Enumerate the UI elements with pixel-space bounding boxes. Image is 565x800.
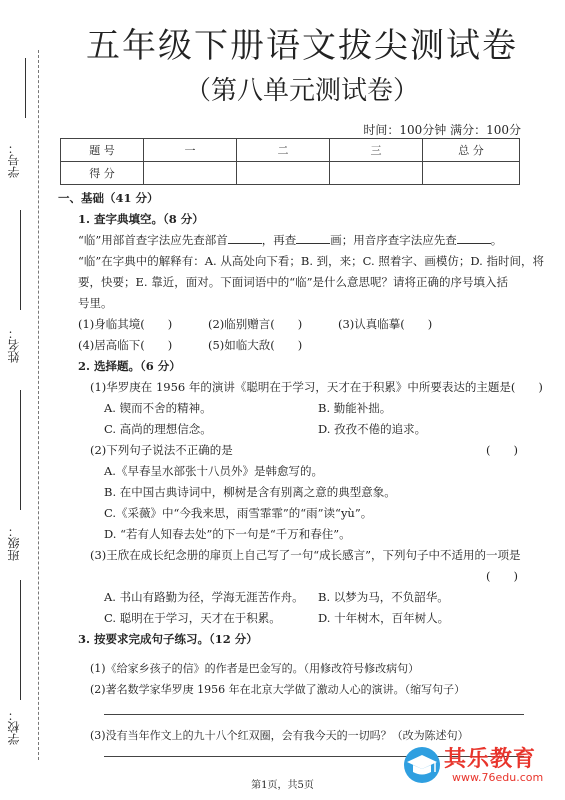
score-table-header-row: [61, 139, 520, 162]
word-item[interactable]: (2)临别赠言( ): [208, 317, 303, 331]
school-line: [20, 580, 21, 700]
exam-content: [58, 188, 544, 757]
option[interactable]: A.《早春呈水部张十八员外》是韩愈写的。: [104, 464, 323, 478]
answer-line[interactable]: [104, 700, 524, 715]
sub-question: (2)著名数学家华罗庚 1956 年在北京大学做了激动人心的演讲。（缩写句子）: [90, 683, 466, 696]
text-fragment: 。: [490, 233, 503, 247]
word-items-row: [62, 335, 532, 356]
option[interactable]: C. 高尚的理想信念。: [104, 422, 212, 436]
option[interactable]: A. 锲而不舍的精神。: [104, 401, 212, 415]
option[interactable]: D. 十年树木，百年树人。: [318, 611, 450, 625]
page-number: 第1页，共5页: [251, 780, 314, 791]
score-header-cell: 三: [330, 139, 423, 162]
option[interactable]: A. 书山有路勤为径，学海无涯苦作舟。: [104, 590, 304, 604]
student-id-label: 学号：: [7, 142, 21, 178]
brand-url: www.76edu.com: [452, 771, 544, 784]
word-item[interactable]: (1)身临其境( ): [78, 317, 173, 331]
page-subtitle: （第八单元测试卷）: [184, 76, 419, 106]
option[interactable]: B. 勤能补拙。: [318, 401, 392, 415]
score-cell[interactable]: [330, 162, 423, 185]
option[interactable]: C. 聪明在于学习，天才在于积累。: [104, 611, 281, 625]
sub-question: (1)华罗庚在 1956 年的演讲《聪明在于学习，天才在于积累》中所要表达的主题是( ): [90, 380, 543, 394]
text-fragment: 画；用音序查字法应先查: [330, 233, 457, 247]
question-text: 号里。: [78, 296, 113, 310]
sub-question: (3)没有当年作文上的九十八个红双圈，会有我今天的一切吗？（改为陈述句）: [90, 729, 469, 742]
question-title: 2. 选择题。（6 分）: [78, 359, 181, 373]
option[interactable]: B. 在中国古典诗词中，柳树是含有别离之意的典型意象。: [104, 485, 396, 499]
word-items-row: [62, 314, 532, 335]
word-item[interactable]: (3)认真临摹( ): [338, 317, 433, 331]
score-table-score-row: [61, 162, 520, 185]
name-label: 姓名：: [7, 327, 21, 363]
time-info: 时间：100分钟 满分：100分: [363, 123, 521, 137]
text-fragment: ，再查: [261, 233, 297, 247]
sub-question: [62, 440, 532, 461]
cut-line: [38, 50, 39, 760]
score-cell[interactable]: [423, 162, 520, 185]
question-text: 要，快要；E. 靠近，面对。下面词语中的“临”是什么意思呢？请将正确的序号填入括: [78, 275, 508, 289]
sub-question: (1)《给家乡孩子的信》的作者是巴金写的。（用修改符号修改病句）: [90, 662, 420, 675]
answer-blank[interactable]: [457, 231, 491, 244]
word-item[interactable]: (5)如临大敌( ): [208, 338, 303, 352]
score-cell[interactable]: [237, 162, 330, 185]
answer-paren-row: [62, 566, 532, 587]
question-text: “临”在字典中的解释有：A. 从高处向下看；B. 到，来；C. 照着字、画模仿；D. 指时间，将: [78, 254, 544, 268]
graduation-cap-icon: [402, 746, 442, 784]
question-title: 1. 查字典填空。（8 分）: [78, 212, 204, 226]
score-header-cell: 题 号: [61, 139, 144, 162]
option[interactable]: D. “若有人知春去处”的下一句是“千万和春住”。: [104, 527, 351, 541]
section-title: 一、基础（41 分）: [58, 191, 159, 205]
sub-question: (3)王欣在成长纪念册的扉页上自己写了一句“成长感言”，下列句子中不适用的一项是: [90, 548, 521, 562]
student-id-line: [25, 58, 26, 118]
answer-blank[interactable]: [296, 231, 330, 244]
name-line: [20, 210, 21, 310]
answer-paren[interactable]: ( ): [486, 443, 518, 457]
page-title: 五年级下册语文拔尖测试卷: [86, 26, 518, 66]
class-label: 班级：: [7, 525, 21, 561]
option[interactable]: B. 以梦为马，不负韶华。: [318, 590, 449, 604]
binding-margin: [0, 0, 52, 800]
question-title: 3. 按要求完成句子练习。（12 分）: [78, 632, 258, 646]
score-header-cell: 总 分: [423, 139, 520, 162]
options-row: [62, 398, 532, 419]
student-id-line-wrap: [5, 58, 31, 118]
score-header-cell: 一: [144, 139, 237, 162]
answer-blank[interactable]: [228, 231, 262, 244]
school-label: 学校：: [7, 709, 21, 746]
text-fragment: “临”用部首查字法应先查部首: [78, 233, 228, 247]
option[interactable]: C.《采薇》中“今我来思，雨雪霏霏”的“雨”读“yù”。: [104, 506, 373, 520]
options-row: [62, 587, 532, 608]
question-text: [62, 230, 532, 251]
score-cell[interactable]: [144, 162, 237, 185]
word-item[interactable]: (4)居高临下( ): [78, 338, 173, 352]
options-row: [62, 608, 532, 629]
score-header-cell: 二: [237, 139, 330, 162]
score-row-label: 得 分: [61, 162, 144, 185]
class-line: [20, 390, 21, 510]
score-table: [60, 138, 520, 185]
sub-question-text: (2)下列句子说法不正确的是: [90, 443, 233, 457]
option[interactable]: D. 孜孜不倦的追求。: [318, 422, 427, 436]
answer-paren[interactable]: ( ): [486, 569, 518, 583]
brand-logo: [400, 742, 560, 788]
options-row: [62, 419, 532, 440]
brand-name: 其乐教育: [444, 747, 537, 772]
